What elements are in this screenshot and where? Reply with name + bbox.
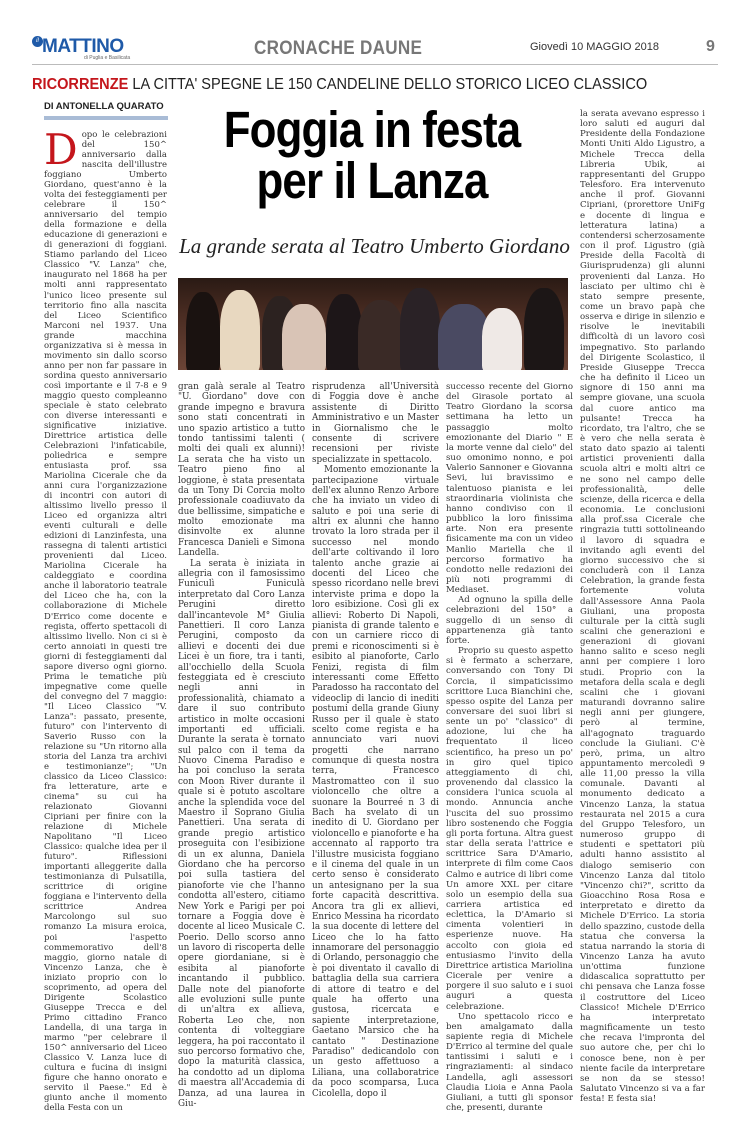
logo-subtitle: di Puglia e Basilicata bbox=[84, 55, 131, 61]
article-paragraph: Proprio su questo aspetto si è fermato a scherzare, conversando con Tony Di Corcia, il simpaticissimo scrittore Luca Bianchini che, spesso ospite del Lanza per conversare dei suoi libri si sente un po' "classico" di adozione, lui che ha frequentato il liceo scientifico, ha preso un po' in giro quel tipico atteggiamento di chi, provenendo dal classico la considera l'unica scuola al mondo. Annuncia anche l'uscita del suo prossimo libro sostenendo che Foggia gli porta fortuna. Altra guest star della serata l'attrice e scrittrice Sara D'Amario, interprete di film come Caos Calmo e autrice di libri come Un amore XXL per citare solo un esempio della sua carriera artistica ed eclettica, la D'Amario si cimenta volentieri in esperienze nuove. Ha accolto con gioia ed entusiasmo l'invito della Direttrice artistica Mariolina Cicerale per venire a porgere il suo saluto e i suoi auguri a questa celebrazione. bbox=[446, 646, 573, 1012]
article-column-2 bbox=[178, 382, 305, 1109]
kicker-text: LA CITTA' SPEGNE LE 150 CANDELINE DELLO STORICO LICEO CLASSICO bbox=[132, 76, 648, 93]
article-column-4 bbox=[446, 382, 573, 1113]
article-column-5 bbox=[580, 109, 705, 1104]
issue-date: Giovedì 10 MAGGIO 2018 bbox=[530, 41, 660, 53]
masthead bbox=[32, 36, 718, 65]
event-photo bbox=[178, 278, 568, 370]
article-paragraph: la serata avevano espresso i loro saluti ed auguri dal Presidente della Fondazione Monti Uniti Aldo Ligustro, a Michele Trecca della Libreria Ubik, ai rappresentanti del Gruppo Telesforo. Era intervenuto anche il prof. Giovanni Cipriani, (prorettore UniFg e docente di lingua e letteratura latina) a contendersi scherzosamente con il prof. Ligustro (già Preside della Facoltà di Giurisprudenza) gli alunni provenienti dal Lanza. Ho lasciato per ultimo chi è stato sempre presente, come un bravo papà che osserva e dirige in silenzio e risolve le inevitabili difficoltà di un lavoro così impegnativo. Sto parlando del Dirigente Scolastico, il Preside Giuseppe Trecca che ha definito il Liceo un signore di 150 anni ma sempre giovane, una scuola dal cuore antico ma pulsante! Trecca ha ricordato, tra l'altro, che se è vero che nella serata è stato dato spazio ai talenti artistici provenienti dalla scuola altri e molti altri ce ne sono nel campo delle professionalità, delle scienze, della ricerca e della economia. Le conclusioni alla prof.ssa Cicerale che ringrazia tutti sottolineando il lavoro di squadra e invitando agli eventi del giorno successivo che si concluderà con il Lanza Celebration, la grande festa fortemente voluta dall'Assessore Anna Paola Giuliani, una proposta culturale per la città sugli scalini che generazioni e generazioni di giovani hanno salito e sceso negli anni per compiere i loro studi. Proprio con la metafora della scala e degli scalini che i giovani maturandi dovranno salire negli anni per giungere, però al termine, all'agognato traguardo conclude la Giuliani. C'è però, prima, un altro appuntamento mercoledì 9 alle 11,00 presso la villa comunale. Davanti al monumento dedicato a Vincenzo Lanza, la statua restaurata nel 2015 a cura del Gruppo Telesforo, un numeroso gruppo di studenti e spettatori più adulti hanno assistito al dialogo semiserio con Vincenzo Lanza dal titolo "Vincenzo chi?", scritto da Gioacchino Rosa Rosa e interpretato e diretto da Michele D'Errico. La storia dello spazzino, custode della statua che conversa la statua narrando la storia di Vincenzo Lanza ha avuto un'ottima funzione didascalica soprattutto per chi pensava che Lanza fosse il costruttore del Liceo Classico! Michele D'Errico ha interpretato magnificamente un testo che recava l'impronta del suo autore che, per chi lo conosce bene, non è per niente facile da interpretare se non da se stesso! Salutato Vincenzo si va a far festa! E festa sia! bbox=[580, 109, 705, 1105]
article-paragraph: opo le celebrazioni del 150^ anniversario dalla nascita dell'illustre foggiano Umberto Giordano, quest'anno è la volta dei festeggiamenti per celebrare il 150^ anniversario del tempio della formazione e della educazione di generazioni e di generazioni di foggiani. Stiamo parlando del Liceo Classico "V. Lanza" che, inaugurato nel 1868 ha per molti anni rappresentato l'unico liceo presente sul territorio fino alla nascita del Liceo Scientifico Marconi nel 1937. Una grande macchina organizzativa si è messa in movimento sin dallo scorso anno per non far passare in sordina questo anniversario così importante e il 7-8 e 9 maggio questo compleanno speciale è stato celebrato con diverse interessanti e significative iniziative. Direttrice artistica delle Celebrazioni l'infaticabile, poliedrica e sempre entusiasta prof. ssa Mariolina Cicerale che da anni cura l'organizzazione di incontri con autori di altissimo livello presso il Liceo ed organizza altri eventi culturali e delle edizioni di Lanzinfesta, una rassegna di talenti artistici provenienti dal Liceo. Mariolina Cicerale ha caldeggiato e coordina anche il laboratorio teatrale del Liceo che ha, con la collaborazione di Michele D'Errico come docente e regista, offerto spettacoli di altissimo livello. Non ci si è certo annoiati in questi tre giorni di festeggiamenti dal sapore diverso ogni giorno. Prima le tematiche più impegnative come quelle del convegno del 7 maggio: "Il Liceo Classico "V. Lanza": passato, presente, futuro" con l'intervento di Saverio Russo con la relazione su "Un ritorno alla storia del Lanza tra archivi e testimonianze"; "Un classico da Liceo Classico: fra letterature, arte e cinema" su cui ha relazionato Giovanni Cipriani per finire con la relazione di Michele Napolitano "Il Liceo Classico: qualche idea per il futuro". Riflessioni importanti alleggerite dalla testimonianza di Pulsatilla, scrittrice di origine foggiana e l'intervento della scrittrice Andrea Marcolongo sul suo romanzo La misura eroica, poi l'aspetto commemorativo dell'8 maggio, giorno natale di Vincenzo Lanza, che è iniziato proprio con lo scoprimento, ad opera del Dirigente Scolastico Giuseppe Trecca e del Primo cittadino Franco Landella, di una targa in marmo "per celebrare il 150^ anniversario del Liceo Classico V. Lanza luce di cultura e fucina di insigni figure che hanno onorato e servito il Paese." Ed è giunto anche il momento della Festa con un bbox=[44, 130, 167, 1114]
newspaper-logo bbox=[32, 36, 162, 62]
headline-line-2: per il Lanza bbox=[256, 152, 488, 209]
article-paragraph: successo recente del Giorno del Girasole portato al Teatro Giordano la scorsa settimana ha letto un passaggio molto emozionante del Diario " E la morte venne dal cielo" del suo omonimo nonno, e poi Valerio Sannoner e Giovanna Sevi, lui bravissimo e talentuoso pianista e lei straordinaria violinista che hanno condiviso con il pubblico la loro finissima arte. Non era presente fisicamente ma con un video Manlio Mariella che il percorso formativo ha condotto nelle redazioni dei più noti programmi di Mediaset. bbox=[446, 382, 573, 596]
article-paragraph: Momento emozionante la partecipazione virtuale dell'ex alunno Renzo Arbore che ha inviato un video di saluto e poi una serie di altri ex alunni che hanno trovato la loro strada per il successo nel mondo dell'arte coltivando il loro talento anche grazie ai docenti del Liceo che spesso ricordano nelle brevi interviste prima e dopo la loro esibizione. Così gli ex allievi: Roberto Di Napoli, pianista di grande talento e con un carniere ricco di premi e riconoscimenti si è esibito al pianoforte, Carlo Fenizi, regista di film interessanti come Effetto Paradosso ha raccontato del videoclip di lancio di inediti postumi della grande Giuny Russo per il quale è stato scelto come regista e ha annunciato vari nuovi progetti che narrano comunque di questa nostra terra, Francesco Mastromatteo con il suo violoncello che oltre a suonare la Bourreé n 3 di Bach ha svelato di un inedito di U. Giordano per violoncello e pianoforte e ha accennato al rapporto tra l'illustre musicista foggiano e il cinema del quale in un certo senso è considerato un antesignano per la sua forte capacità descrittiva. Ancora tra gli ex allievi, Enrico Messina ha ricordato la sua docente di lettere del Liceo che lo ha fatto innamorare del personaggio di Orlando, personaggio che è poi diventato il cavallo di battaglia della sua carriera di attore di teatro e del quale ha offerto una gustosa, ricercata e sapiente interpretazione, Gaetano Marsico che ha cantato " Destinazione Paradiso" dedicandolo con un gesto affettuoso a Liliana, una collaboratrice da poco scomparsa, Luca Cicolella, dopo il bbox=[312, 465, 439, 1099]
article-paragraph: Ad ognuno la spilla delle celebrazioni del 150° a suggello di un senso di appartenenza già tanto forte. bbox=[446, 595, 573, 646]
kicker bbox=[32, 76, 647, 94]
page-number: 9 bbox=[706, 38, 715, 55]
headline-line-1: Foggia in festa bbox=[223, 101, 521, 158]
logo-text: MATTINO bbox=[42, 36, 124, 57]
logo-il-badge: il bbox=[32, 36, 43, 47]
article-paragraph: La serata è iniziata in allegria con il famosissimo Funiculì Funiculà interpretato dal Coro Lanza Perugini diretto dall'incantevole M° Giulia Panettieri. Il coro Lanza Perugini, composto da allievi e docenti dei due Licei è un fiore, tra i tanti, all'occhiello della Scuola festeggiata ed è cresciuto negli anni in professionalità, chiamato a dare il suo contributo artistico in molte occasioni importanti ed ufficiali. Durante la serata è tornato sul palco con il tema da Nuovo Cinema Paradiso e ha poi concluso la serata con Moon River durante il quale si è potuto ascoltare anche la splendida voce del Maestro il Soprano Giulia Panettieri. Una serata di grande pregio artistico proseguita con l'esibizione di un ex alunna, Daniela Giordano che ha percorso poi sulla tastiera del pianoforte vie che l'hanno condotta all'estero, citiamo New York e Parigi per poi tornare a Foggia dove è docente al liceo Musicale C. Poerio. Dello scorso anno un lavoro di riscoperta delle opere giordaniane, si è esibita al pianoforte incantando il pubblico. Dalle note del pianoforte alle evoluzioni sulle punte di un'altra ex allieva, Roberta Leo che, non contenta di volteggiare leggera, ha poi raccontato il suo percorso formativo che, dopo la maturità classica, ha condotto ad un diploma di maestra all'Accademia di Danza, ad una laurea in Giu- bbox=[178, 558, 305, 1109]
article-paragraph: risprudenza all'Università di Foggia dove è anche assistente di Diritto Amministrativo e un Master in Giornalismo che le consente di scrivere recensioni per riviste specializzate in spettacolo. bbox=[312, 382, 439, 465]
kicker-label: RICORRENZE bbox=[32, 76, 129, 93]
headline bbox=[200, 101, 544, 209]
byline: DI ANTONELLA QUARATO bbox=[44, 101, 168, 120]
article-paragraph: Uno spettacolo ricco e ben amalgamato dalla sapiente regia di Michele D'Errico al termine del quale tantissimi i saluti e i ringraziamenti: al sindaco Landella, agli assessori Claudia Lioia e Anna Paola Giuliani, a tutti gli sponsor che, presenti, durante bbox=[446, 1011, 573, 1114]
article-column-3 bbox=[312, 382, 439, 1099]
subheadline: La grande serata al Teatro Umberto Giordano bbox=[179, 234, 570, 258]
article-paragraph: gran galà serale al Teatro "U. Giordano" dove con grande impegno e bravura sono stati concentrati in uno spazio artistico a tutto tondo tantissimi talenti ( molti dei quali ex alunni)! La serata che ha visto un Teatro pieno fino al loggione, è stata presentata da un Tony Di Corcia molto professionale coadiuvato da due bellissime, simpatiche e molto emozionate ma disinvolte ex alunne Francesca Danieli e Simona Landella. bbox=[178, 382, 305, 559]
section-title: CRONACHE DAUNE bbox=[254, 38, 423, 59]
article-column-1 bbox=[44, 125, 167, 1114]
drop-cap: D bbox=[44, 125, 78, 174]
